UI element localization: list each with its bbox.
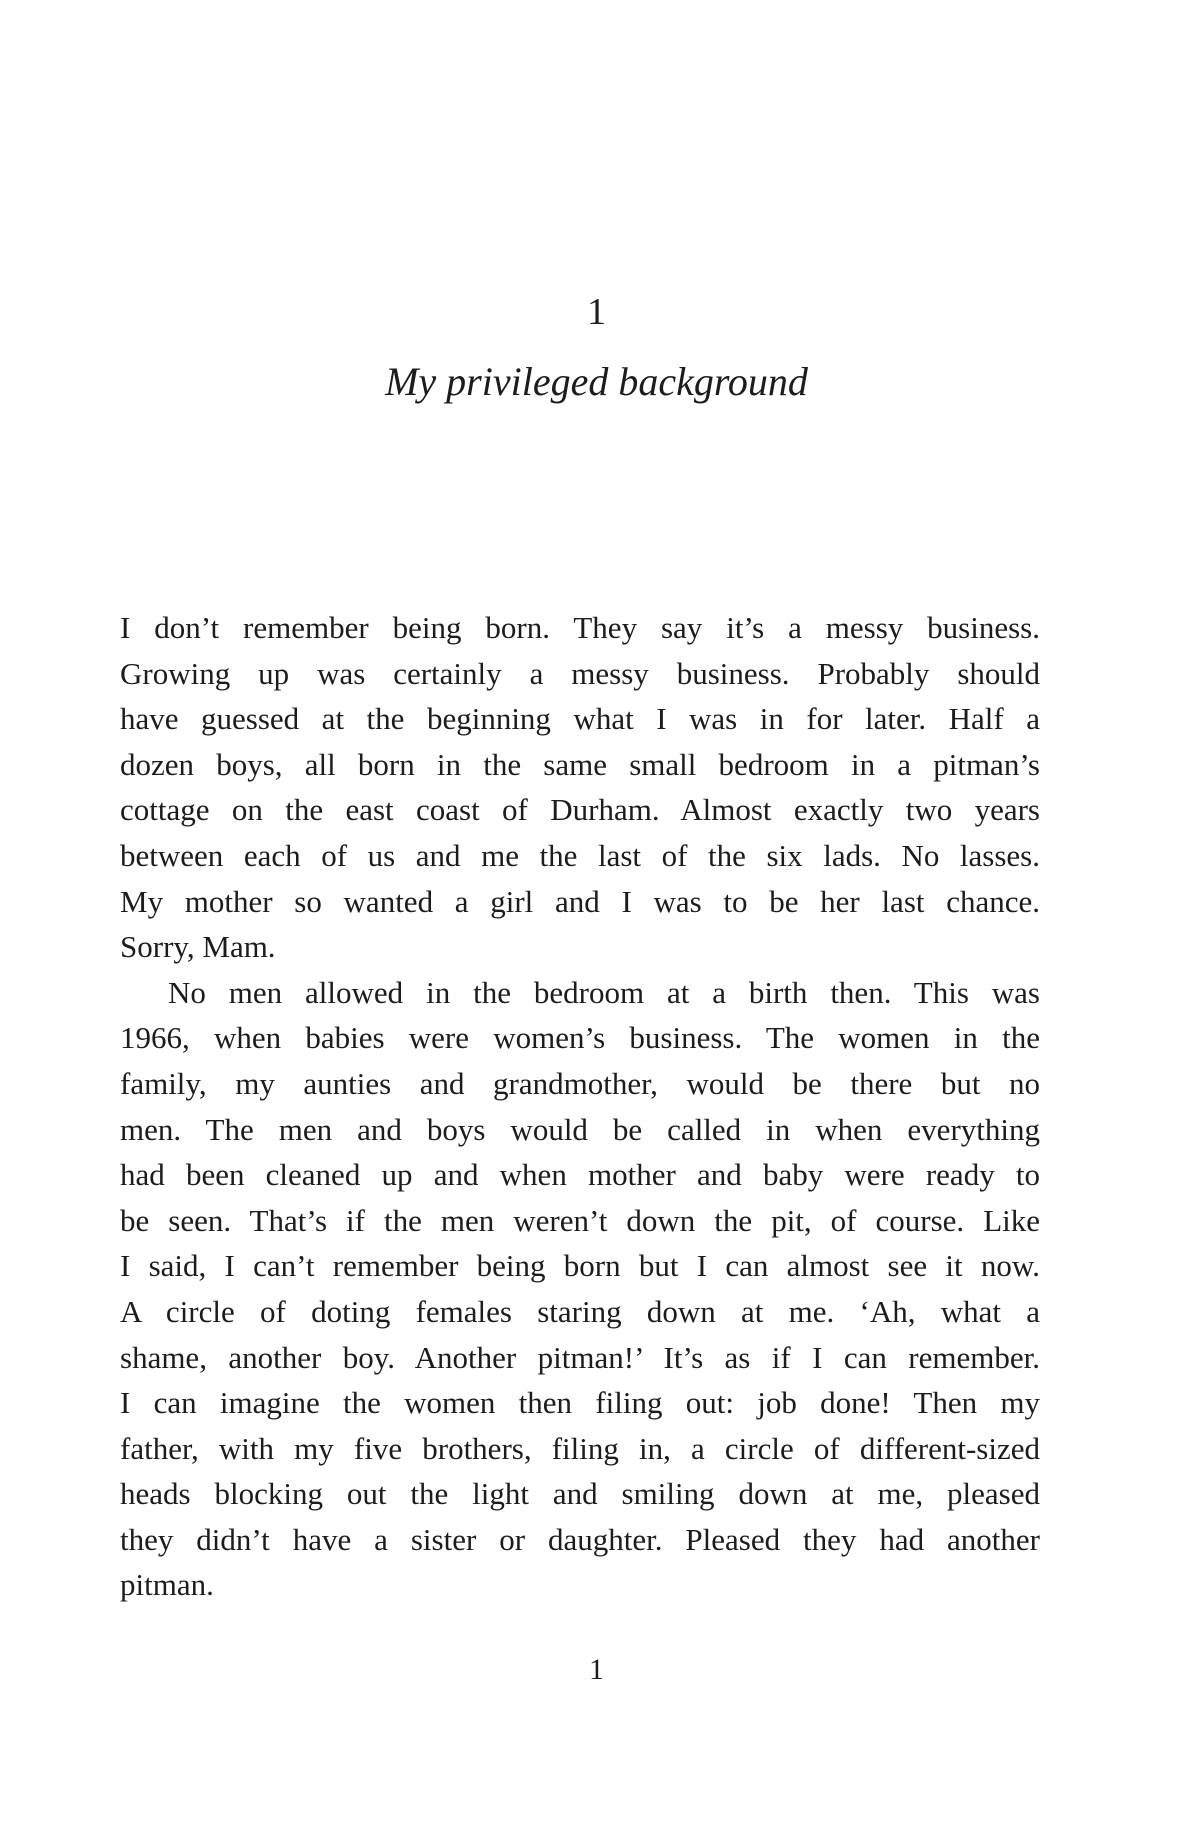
text-line: dozen boys, all born in the same small bedroom in a pitman’s xyxy=(120,746,1040,782)
text-line: men. The men and boys would be called in when everything xyxy=(120,1111,1040,1147)
text-line: Growing up was certainly a messy business. Probably should xyxy=(120,655,1040,691)
text-line: pitman. xyxy=(120,1567,214,1603)
text-line: be seen. That’s if the men weren’t down the pit, of course. Like xyxy=(120,1202,1040,1238)
text-line: I said, I can’t remember being born but I can almost see it now. xyxy=(120,1248,1040,1284)
paragraph-1 xyxy=(120,605,1040,970)
text-line: family, my aunties and grandmother, would be there but no xyxy=(120,1065,1040,1101)
text-line: they didn’t have a sister or daughter. Pleased they had another xyxy=(120,1521,1040,1557)
chapter-title: My privileged background xyxy=(385,359,808,404)
body-text xyxy=(120,605,1040,1608)
text-line: father, with my five brothers, filing in, a circle of different-sized xyxy=(120,1430,1040,1466)
text-line: heads blocking out the light and smiling down at me, pleased xyxy=(120,1476,1040,1512)
paragraph-2 xyxy=(120,970,1040,1608)
text-line: shame, another boy. Another pitman!’ It’s as if I can remember. xyxy=(120,1339,1040,1375)
page-number: 1 xyxy=(589,1653,604,1686)
text-line: cottage on the east coast of Durham. Almost exactly two years xyxy=(120,792,1040,828)
text-line: I don’t remember being born. They say it’s a messy business. xyxy=(120,610,1040,645)
text-line: My mother so wanted a girl and I was to be her last chance. xyxy=(120,883,1040,919)
text-line: Sorry, Mam. xyxy=(120,929,276,965)
chapter-number: 1 xyxy=(587,291,606,333)
text-line: No men allowed in the bedroom at a birth then. This was xyxy=(168,974,1040,1010)
text-line: have guessed at the beginning what I was in for later. Half a xyxy=(120,701,1040,737)
text-line: A circle of doting females staring down at me. ‘Ah, what a xyxy=(120,1293,1040,1329)
text-line: between each of us and me the last of the six lads. No lasses. xyxy=(120,837,1040,873)
text-line: had been cleaned up and when mother and baby were ready to xyxy=(120,1157,1040,1193)
text-line: I can imagine the women then filing out: job done! Then my xyxy=(120,1385,1040,1421)
text-line: 1966, when babies were women’s business. The women in the xyxy=(120,1020,1040,1056)
